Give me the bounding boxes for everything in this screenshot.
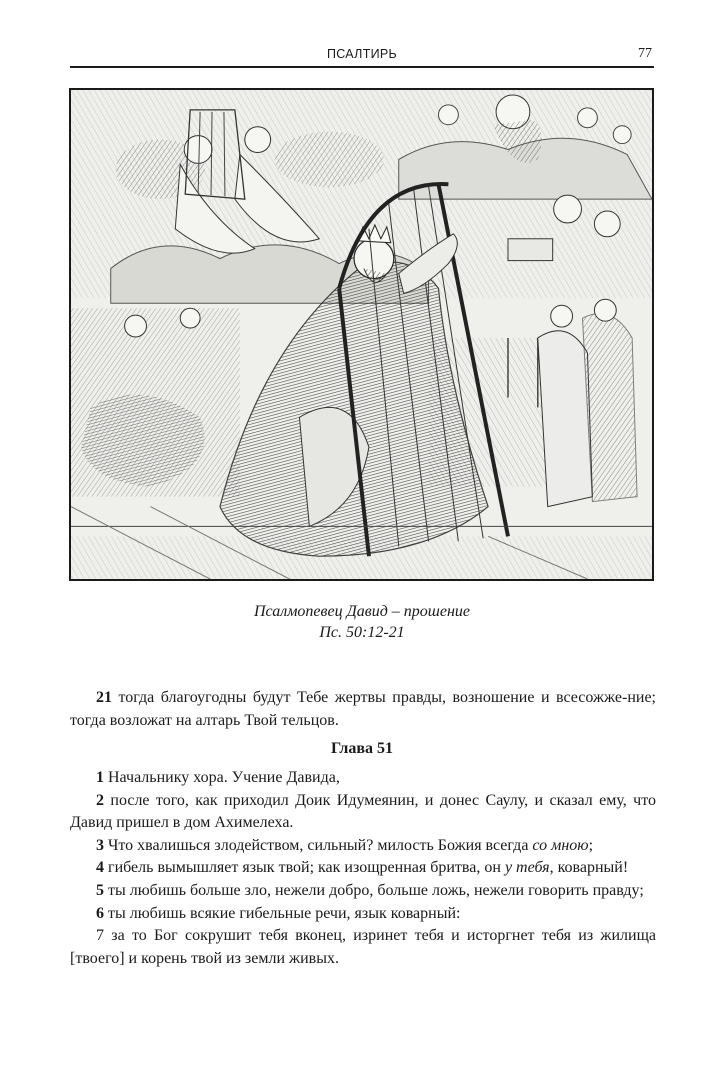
verse-text: после того, как приходил Доик Идумеянин, и донес Саулу, и сказал ему, что Давид пришел в дом Ахимелеха.	[70, 791, 656, 832]
verse-text: за то Бог сокрушит тебя вконец, изринет тебя и исторгнет тебя из жилища [твоего] и корень твой из земли живых.	[70, 927, 656, 967]
verse-number: 3	[96, 836, 104, 854]
illustration-caption-title: Псалмопевец Давид – прошение	[253, 603, 470, 620]
chapter-verses	[70, 767, 656, 970]
page-header	[70, 44, 654, 68]
running-head: ПСАЛТИРЬ	[326, 47, 398, 61]
verse-text-tail: ;	[588, 836, 594, 854]
verse-paragraph	[70, 790, 656, 835]
verse-paragraph	[70, 687, 656, 732]
verses-before-chapter	[70, 687, 656, 732]
header-rule	[70, 66, 654, 68]
illustration-caption-reference: Пс. 50:12-21	[319, 624, 405, 641]
verse-text: тогда благоугодны будут Тебе жертвы правды, возношение и всесожже-ние; тогда возложат на алтарь Твой тельцов.	[70, 689, 656, 729]
verse-number: 1	[96, 769, 104, 786]
verse-number: 5	[96, 881, 104, 899]
chapter-title: Глава 51	[331, 740, 393, 757]
verse-text: гибель вымышляет язык твой; как изощренная бритва, он	[104, 859, 505, 877]
verse-number: 21	[96, 689, 112, 706]
verse-paragraph	[70, 857, 656, 880]
engraving-art	[71, 90, 652, 579]
verse-paragraph	[70, 903, 656, 926]
verse-paragraph	[70, 925, 656, 970]
verse-number: 4	[96, 859, 104, 877]
verse-text: ты любишь всякие гибельные речи, язык коварный:	[104, 904, 461, 922]
page-number: 77	[638, 46, 652, 61]
verse-paragraph	[70, 767, 656, 790]
engraving-illustration	[69, 88, 654, 581]
verse-paragraph	[70, 835, 656, 858]
verse-text-tail: , коварный!	[549, 859, 629, 877]
verse-italic-text: со мною	[532, 836, 589, 854]
verse-text: Начальнику хора. Учение Давида,	[104, 769, 340, 786]
verse-text: Что хвалишься злодейством, сильный? милость Божия всегда	[104, 836, 533, 854]
verse-number: 2	[96, 791, 104, 809]
verse-number: 6	[96, 904, 104, 922]
verse-italic-text: у тебя	[504, 859, 550, 877]
verse-number: 7	[96, 927, 104, 945]
verse-paragraph	[70, 880, 656, 903]
verse-text: ты любишь больше зло, нежели добро, больше ложь, нежели говорить правду;	[104, 881, 644, 899]
